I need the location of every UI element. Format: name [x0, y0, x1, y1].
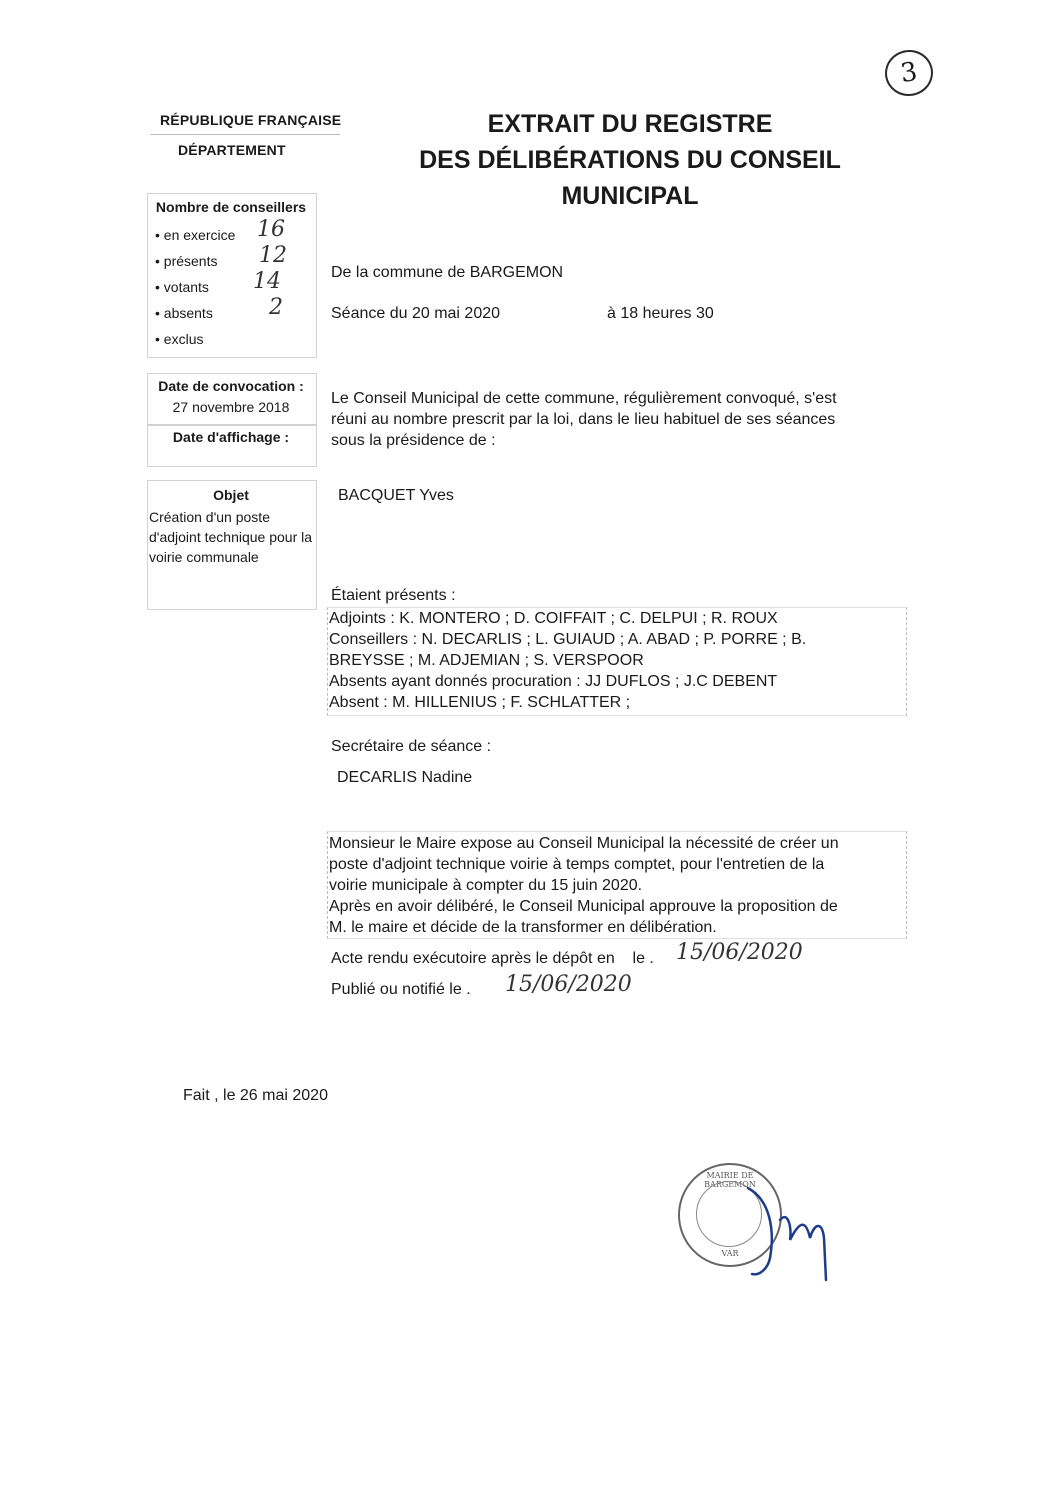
- publie-date-handwritten: 15/06/2020: [505, 972, 632, 997]
- conseillers-title: Nombre de conseillers: [155, 199, 307, 215]
- expose-line: M. le maire et décide de la transformer en délibération.: [329, 919, 717, 936]
- stat-votants: [155, 269, 315, 305]
- document-title-line-3: MUNICIPAL: [561, 182, 699, 210]
- expose-line: voirie municipale à compter du 15 juin 2020.: [329, 877, 643, 894]
- departement-label: DÉPARTEMENT: [178, 142, 286, 158]
- stat-presents: [155, 243, 315, 279]
- presents-line: Adjoints : K. MONTERO ; D. COIFFAIT ; C. DELPUI ; R. ROUX: [329, 610, 778, 627]
- intro-paragraph: [331, 388, 837, 451]
- expose-line: Monsieur le Maire expose au Conseil Municipal la nécessité de créer un: [329, 835, 839, 852]
- republique-label: RÉPUBLIQUE FRANÇAISE: [160, 112, 342, 128]
- convocation-date: 27 novembre 2018: [172, 399, 290, 415]
- objet-line: d'adjoint technique pour la: [149, 529, 313, 545]
- stat-value-handwritten: 12: [259, 243, 287, 268]
- publie-label: Publié ou notifié le .: [331, 981, 471, 998]
- commune-line: De la commune de BARGEMON: [331, 264, 564, 281]
- stat-label: • en exercice: [155, 227, 236, 243]
- acte-label: Acte rendu exécutoire après le dépôt en le .: [331, 950, 654, 967]
- seance-date: Séance du 20 mai 2020: [331, 305, 501, 322]
- stat-absents: [155, 295, 315, 331]
- affichage-label: Date d'affichage :: [172, 429, 290, 445]
- presents-line: Conseillers : N. DECARLIS ; L. GUIAUD ; A. ABAD ; P. PORRE ; B.: [329, 631, 807, 648]
- stat-value-handwritten: 2: [269, 295, 283, 320]
- seance-heure: à 18 heures 30: [607, 305, 714, 322]
- presents-list: [329, 608, 806, 713]
- fait-line: Fait , le 26 mai 2020: [183, 1087, 328, 1104]
- objet-line: voirie communale: [149, 549, 259, 565]
- expose-paragraph: [329, 833, 839, 938]
- stat-label: • exclus: [155, 331, 204, 347]
- secretaire-label: Secrétaire de séance :: [331, 738, 492, 755]
- objet-line: Création d'un poste: [149, 509, 270, 525]
- stat-label: • votants: [155, 279, 209, 295]
- stat-label: • présents: [155, 253, 218, 269]
- expose-line: poste d'adjoint technique voirie à temps comptet, pour l'entretien de la: [329, 856, 825, 873]
- stat-value-handwritten: 14: [253, 269, 281, 294]
- intro-line: sous la présidence de :: [331, 432, 496, 449]
- president-name: BACQUET Yves: [338, 487, 454, 504]
- signature-icon: [740, 1180, 850, 1290]
- acte-date-handwritten: 15/06/2020: [676, 940, 803, 965]
- seal-bottom-text: VAR: [721, 1249, 739, 1258]
- presents-label: Étaient présents :: [331, 587, 456, 604]
- stat-exclus: [155, 331, 315, 357]
- stat-en-exercice: [155, 217, 315, 253]
- expose-line: Après en avoir délibéré, le Conseil Municipal approuve la proposition de: [329, 898, 838, 915]
- objet-label: Objet: [213, 487, 249, 503]
- page-number: 3: [882, 47, 936, 99]
- presents-line: Absents ayant donnés procuration : JJ DUFLOS ; J.C DEBENT: [329, 673, 778, 690]
- document-title-line-2: DES DÉLIBÉRATIONS DU CONSEIL: [419, 146, 841, 174]
- stat-label: • absents: [155, 305, 213, 321]
- stat-value-handwritten: 16: [257, 217, 285, 242]
- seal-top-text: MAIRIE DE BARGEMON: [704, 1171, 756, 1189]
- objet-text: [149, 507, 312, 567]
- convocation-label: Date de convocation :: [158, 378, 304, 394]
- intro-line: Le Conseil Municipal de cette commune, régulièrement convoqué, s'est: [331, 390, 837, 407]
- secretaire-name: DECARLIS Nadine: [337, 769, 473, 786]
- header-divider: [150, 134, 340, 135]
- presents-line: Absent : M. HILLENIUS ; F. SCHLATTER ;: [329, 694, 631, 711]
- document-title-line-1: EXTRAIT DU REGISTRE: [487, 110, 773, 138]
- intro-line: réuni au nombre prescrit par la loi, dans le lieu habituel de ses séances: [331, 411, 836, 428]
- presents-line: BREYSSE ; M. ADJEMIAN ; S. VERSPOOR: [329, 652, 644, 669]
